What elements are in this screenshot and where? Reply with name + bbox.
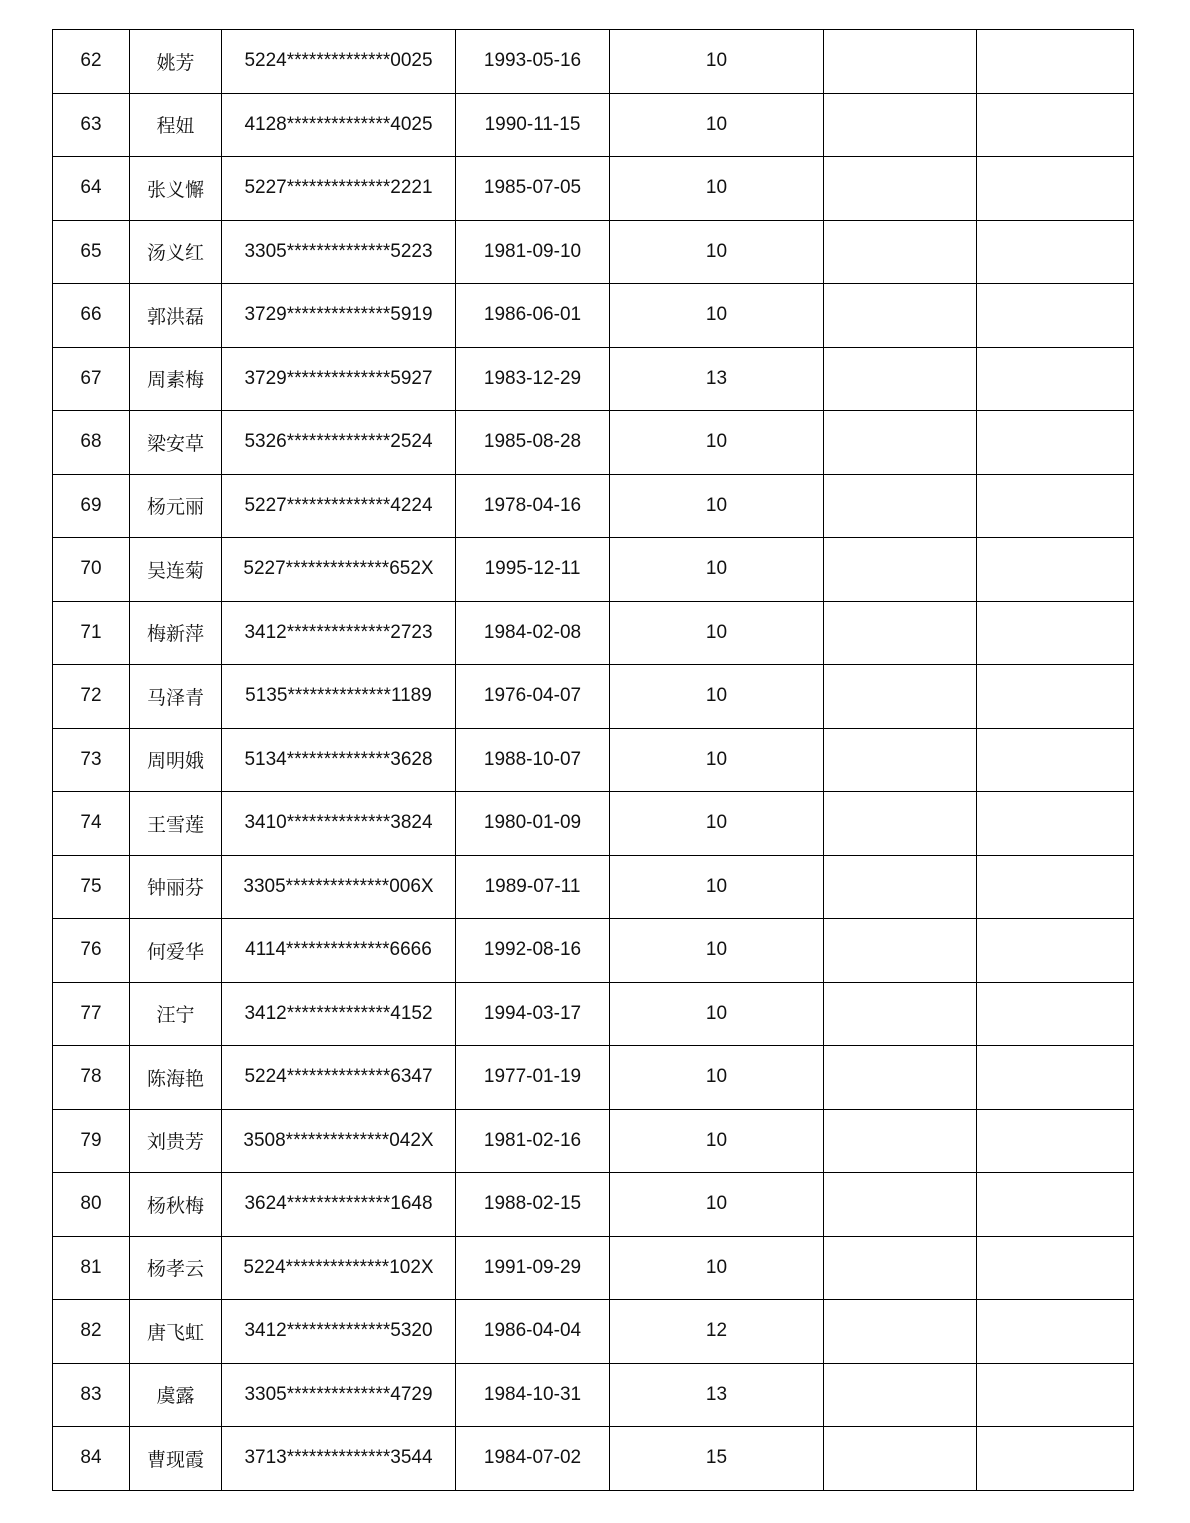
blank-cell-7	[977, 1109, 1134, 1173]
id-number-cell: 5135**************1189	[222, 665, 456, 729]
name-cell: 周素梅	[130, 347, 222, 411]
name-cell: 吴连菊	[130, 538, 222, 602]
value-cell: 10	[610, 220, 824, 284]
id-number-cell: 3410**************3824	[222, 792, 456, 856]
name-cell: 马泽青	[130, 665, 222, 729]
table-row	[53, 1173, 1134, 1237]
blank-cell-6	[824, 665, 977, 729]
name-cell: 杨孝云	[130, 1236, 222, 1300]
row-number-cell: 69	[53, 474, 130, 538]
birth-date-cell: 1992-08-16	[456, 919, 610, 983]
birth-date-cell: 1977-01-19	[456, 1046, 610, 1110]
blank-cell-6	[824, 1427, 977, 1491]
blank-cell-6	[824, 474, 977, 538]
table-row	[53, 220, 1134, 284]
table-row	[53, 855, 1134, 919]
name-cell: 虞露	[130, 1363, 222, 1427]
blank-cell-7	[977, 411, 1134, 475]
id-number-cell: 4114**************6666	[222, 919, 456, 983]
row-number-cell: 63	[53, 93, 130, 157]
value-cell: 12	[610, 1300, 824, 1364]
table-row	[53, 1236, 1134, 1300]
table-row	[53, 601, 1134, 665]
birth-date-cell: 1984-02-08	[456, 601, 610, 665]
blank-cell-7	[977, 728, 1134, 792]
id-number-cell: 5224**************6347	[222, 1046, 456, 1110]
blank-cell-7	[977, 1046, 1134, 1110]
birth-date-cell: 1995-12-11	[456, 538, 610, 602]
table-row	[53, 157, 1134, 221]
row-number-cell: 81	[53, 1236, 130, 1300]
blank-cell-6	[824, 411, 977, 475]
birth-date-cell: 1981-02-16	[456, 1109, 610, 1173]
blank-cell-7	[977, 1427, 1134, 1491]
value-cell: 10	[610, 93, 824, 157]
birth-date-cell: 1981-09-10	[456, 220, 610, 284]
blank-cell-6	[824, 601, 977, 665]
row-number-cell: 76	[53, 919, 130, 983]
name-cell: 程妞	[130, 93, 222, 157]
name-cell: 梁安草	[130, 411, 222, 475]
birth-date-cell: 1978-04-16	[456, 474, 610, 538]
row-number-cell: 68	[53, 411, 130, 475]
row-number-cell: 74	[53, 792, 130, 856]
birth-date-cell: 1984-07-02	[456, 1427, 610, 1491]
birth-date-cell: 1983-12-29	[456, 347, 610, 411]
blank-cell-7	[977, 665, 1134, 729]
blank-cell-6	[824, 538, 977, 602]
table-row	[53, 474, 1134, 538]
blank-cell-6	[824, 284, 977, 348]
value-cell: 10	[610, 601, 824, 665]
name-cell: 周明娥	[130, 728, 222, 792]
value-cell: 10	[610, 1173, 824, 1237]
value-cell: 10	[610, 284, 824, 348]
birth-date-cell: 1985-07-05	[456, 157, 610, 221]
table-row	[53, 538, 1134, 602]
table-body	[53, 30, 1134, 1491]
blank-cell-7	[977, 93, 1134, 157]
blank-cell-6	[824, 1300, 977, 1364]
blank-cell-6	[824, 919, 977, 983]
name-cell: 唐飞虹	[130, 1300, 222, 1364]
blank-cell-7	[977, 474, 1134, 538]
value-cell: 10	[610, 1236, 824, 1300]
row-number-cell: 64	[53, 157, 130, 221]
row-number-cell: 73	[53, 728, 130, 792]
blank-cell-7	[977, 1236, 1134, 1300]
blank-cell-6	[824, 1363, 977, 1427]
value-cell: 10	[610, 411, 824, 475]
id-number-cell: 3412**************2723	[222, 601, 456, 665]
blank-cell-7	[977, 284, 1134, 348]
value-cell: 13	[610, 347, 824, 411]
blank-cell-6	[824, 728, 977, 792]
blank-cell-7	[977, 1173, 1134, 1237]
name-cell: 梅新萍	[130, 601, 222, 665]
id-number-cell: 5326**************2524	[222, 411, 456, 475]
birth-date-cell: 1976-04-07	[456, 665, 610, 729]
blank-cell-6	[824, 93, 977, 157]
row-number-cell: 77	[53, 982, 130, 1046]
value-cell: 10	[610, 792, 824, 856]
table-row	[53, 1109, 1134, 1173]
roster-table	[52, 29, 1134, 1491]
blank-cell-7	[977, 1300, 1134, 1364]
birth-date-cell: 1994-03-17	[456, 982, 610, 1046]
birth-date-cell: 1990-11-15	[456, 93, 610, 157]
blank-cell-7	[977, 347, 1134, 411]
blank-cell-6	[824, 347, 977, 411]
name-cell: 曹现霞	[130, 1427, 222, 1491]
table-row	[53, 411, 1134, 475]
name-cell: 刘贵芳	[130, 1109, 222, 1173]
row-number-cell: 79	[53, 1109, 130, 1173]
value-cell: 10	[610, 157, 824, 221]
id-number-cell: 3412**************4152	[222, 982, 456, 1046]
value-cell: 10	[610, 665, 824, 729]
table-row	[53, 1046, 1134, 1110]
value-cell: 10	[610, 474, 824, 538]
blank-cell-6	[824, 1236, 977, 1300]
name-cell: 何爱华	[130, 919, 222, 983]
blank-cell-7	[977, 919, 1134, 983]
value-cell: 10	[610, 855, 824, 919]
id-number-cell: 3508**************042X	[222, 1109, 456, 1173]
blank-cell-6	[824, 1046, 977, 1110]
table-row	[53, 30, 1134, 94]
value-cell: 13	[610, 1363, 824, 1427]
birth-date-cell: 1988-02-15	[456, 1173, 610, 1237]
id-number-cell: 3305**************006X	[222, 855, 456, 919]
id-number-cell: 3305**************5223	[222, 220, 456, 284]
name-cell: 汪宁	[130, 982, 222, 1046]
blank-cell-7	[977, 220, 1134, 284]
table-row	[53, 792, 1134, 856]
row-number-cell: 67	[53, 347, 130, 411]
row-number-cell: 78	[53, 1046, 130, 1110]
row-number-cell: 71	[53, 601, 130, 665]
table-row	[53, 728, 1134, 792]
blank-cell-7	[977, 1363, 1134, 1427]
birth-date-cell: 1989-07-11	[456, 855, 610, 919]
blank-cell-7	[977, 538, 1134, 602]
blank-cell-6	[824, 1173, 977, 1237]
table-row	[53, 665, 1134, 729]
value-cell: 10	[610, 919, 824, 983]
name-cell: 杨元丽	[130, 474, 222, 538]
id-number-cell: 4128**************4025	[222, 93, 456, 157]
name-cell: 郭洪磊	[130, 284, 222, 348]
name-cell: 陈海艳	[130, 1046, 222, 1110]
id-number-cell: 3713**************3544	[222, 1427, 456, 1491]
table-row	[53, 1300, 1134, 1364]
id-number-cell: 3729**************5919	[222, 284, 456, 348]
name-cell: 张义懈	[130, 157, 222, 221]
row-number-cell: 65	[53, 220, 130, 284]
row-number-cell: 62	[53, 30, 130, 94]
blank-cell-6	[824, 220, 977, 284]
row-number-cell: 82	[53, 1300, 130, 1364]
id-number-cell: 5224**************102X	[222, 1236, 456, 1300]
row-number-cell: 66	[53, 284, 130, 348]
id-number-cell: 3729**************5927	[222, 347, 456, 411]
row-number-cell: 72	[53, 665, 130, 729]
value-cell: 10	[610, 728, 824, 792]
value-cell: 10	[610, 1046, 824, 1110]
row-number-cell: 84	[53, 1427, 130, 1491]
value-cell: 10	[610, 982, 824, 1046]
blank-cell-7	[977, 792, 1134, 856]
id-number-cell: 3624**************1648	[222, 1173, 456, 1237]
birth-date-cell: 1985-08-28	[456, 411, 610, 475]
row-number-cell: 70	[53, 538, 130, 602]
table-row	[53, 919, 1134, 983]
id-number-cell: 5227**************652X	[222, 538, 456, 602]
birth-date-cell: 1986-06-01	[456, 284, 610, 348]
table-row	[53, 982, 1134, 1046]
birth-date-cell: 1984-10-31	[456, 1363, 610, 1427]
blank-cell-6	[824, 157, 977, 221]
value-cell: 10	[610, 1109, 824, 1173]
birth-date-cell: 1980-01-09	[456, 792, 610, 856]
table-row	[53, 284, 1134, 348]
blank-cell-6	[824, 30, 977, 94]
blank-cell-7	[977, 157, 1134, 221]
row-number-cell: 83	[53, 1363, 130, 1427]
blank-cell-7	[977, 982, 1134, 1046]
id-number-cell: 3305**************4729	[222, 1363, 456, 1427]
id-number-cell: 3412**************5320	[222, 1300, 456, 1364]
birth-date-cell: 1986-04-04	[456, 1300, 610, 1364]
blank-cell-6	[824, 792, 977, 856]
birth-date-cell: 1988-10-07	[456, 728, 610, 792]
blank-cell-6	[824, 982, 977, 1046]
id-number-cell: 5227**************4224	[222, 474, 456, 538]
id-number-cell: 5224**************0025	[222, 30, 456, 94]
id-number-cell: 5134**************3628	[222, 728, 456, 792]
name-cell: 王雪莲	[130, 792, 222, 856]
value-cell: 15	[610, 1427, 824, 1491]
table-row	[53, 1427, 1134, 1491]
blank-cell-7	[977, 30, 1134, 94]
name-cell: 杨秋梅	[130, 1173, 222, 1237]
name-cell: 钟丽芬	[130, 855, 222, 919]
table-row	[53, 1363, 1134, 1427]
value-cell: 10	[610, 30, 824, 94]
id-number-cell: 5227**************2221	[222, 157, 456, 221]
row-number-cell: 75	[53, 855, 130, 919]
row-number-cell: 80	[53, 1173, 130, 1237]
birth-date-cell: 1991-09-29	[456, 1236, 610, 1300]
blank-cell-6	[824, 1109, 977, 1173]
name-cell: 汤义红	[130, 220, 222, 284]
birth-date-cell: 1993-05-16	[456, 30, 610, 94]
value-cell: 10	[610, 538, 824, 602]
blank-cell-7	[977, 855, 1134, 919]
table-row	[53, 93, 1134, 157]
name-cell: 姚芳	[130, 30, 222, 94]
blank-cell-7	[977, 601, 1134, 665]
table-row	[53, 347, 1134, 411]
blank-cell-6	[824, 855, 977, 919]
